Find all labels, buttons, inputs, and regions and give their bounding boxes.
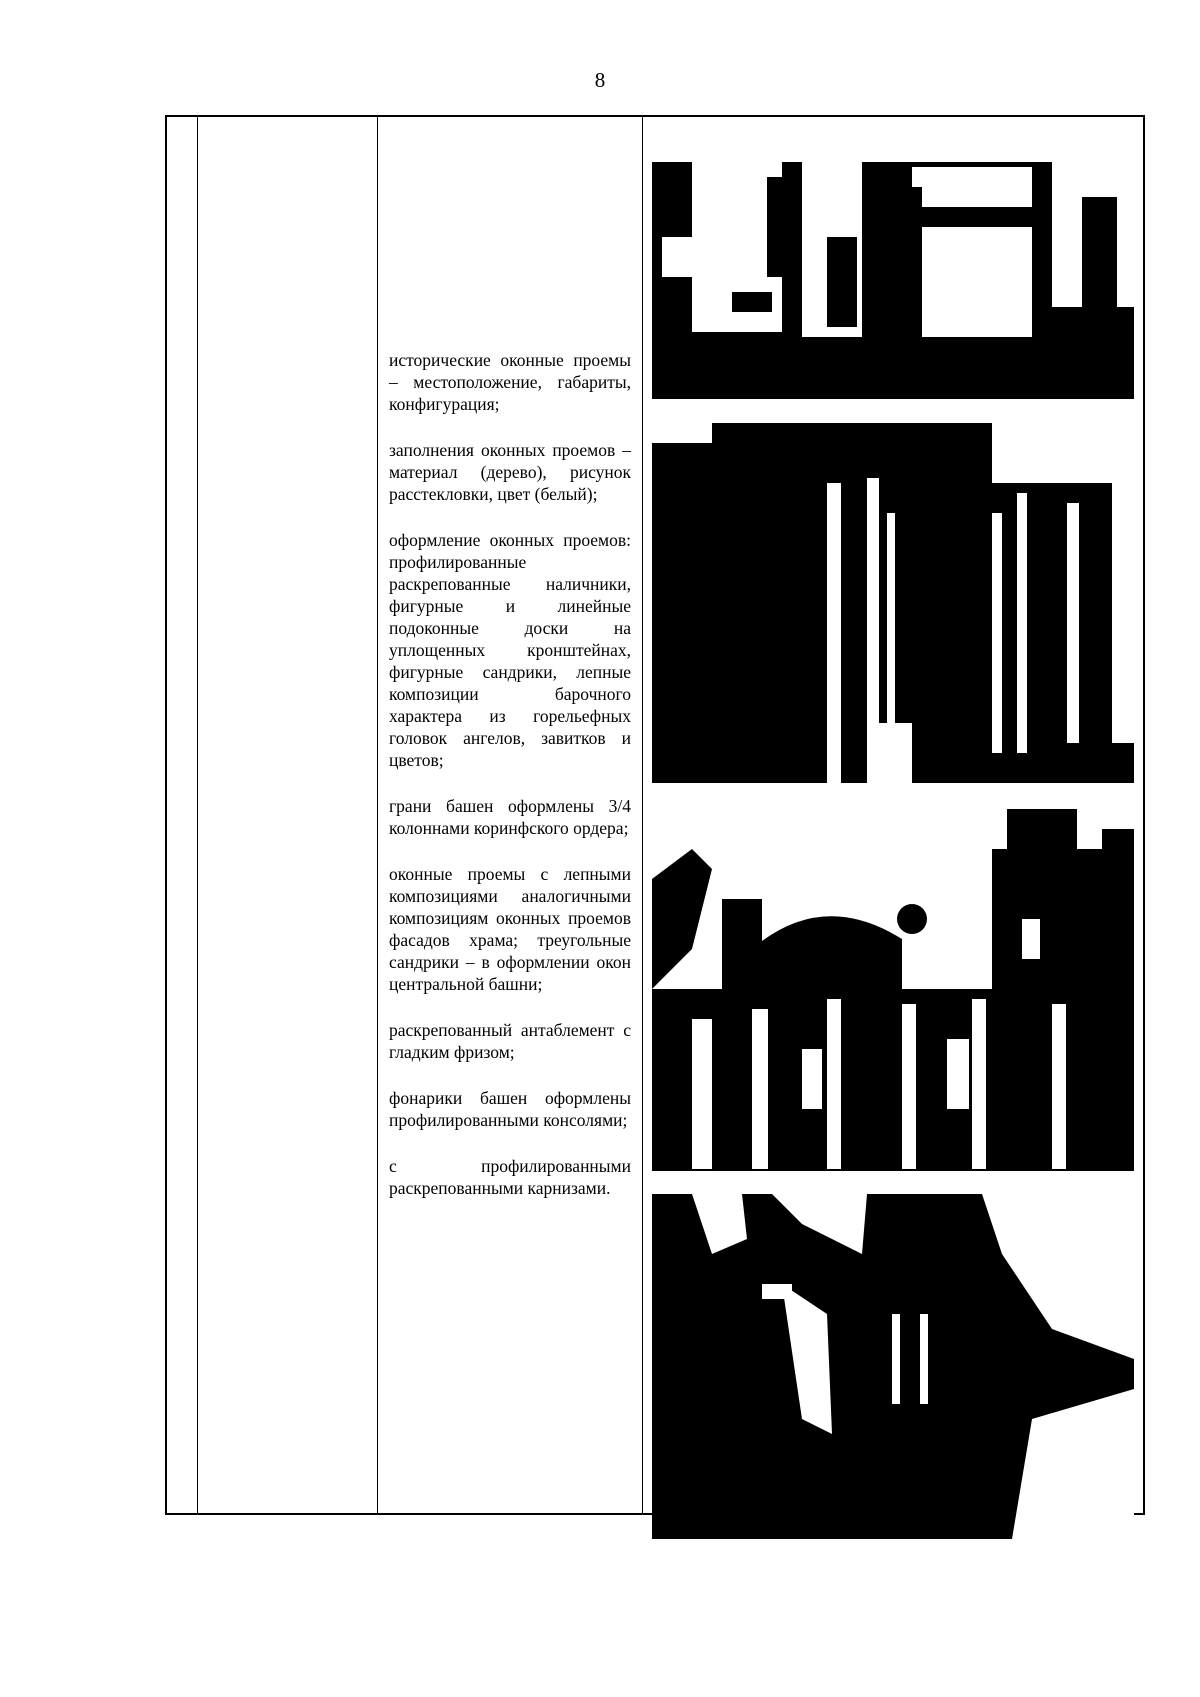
paragraph-tower-columns: грани башен оформлены 3/4 колоннами коринфского ордера;	[389, 796, 631, 838]
facade-photo-4	[652, 1194, 1134, 1539]
paragraph-tower-windows: оконные проемы с лепными композициями аналогичными композициям оконных проемов фасадов храма; треугольные сандрики – в оформлении окон центральной башни;	[389, 864, 631, 994]
facade-photo-2	[652, 423, 1134, 783]
paragraph-window-openings: исторические оконные проемы – местоположение, габариты, конфигурация;	[389, 350, 631, 414]
paragraph-cornices: с профилированными раскрепованными карнизами.	[389, 1156, 631, 1198]
facade-photo-3	[652, 809, 1134, 1171]
paragraph-window-decoration: оформление оконных проемов: профилированные раскрепованные наличники, фигурные и линейные подоконные доски на уплощенных кронштейнах, фигурные сандрики, лепные композиции барочного характера из горельефных головок ангелов, завитков и цветов;	[389, 530, 631, 770]
paragraph-entablature: раскрепованный антаблемент с гладким фризом;	[389, 1020, 631, 1062]
column-divider	[377, 117, 378, 1513]
description-cell	[389, 349, 631, 1223]
column-divider	[197, 117, 198, 1513]
object-table	[165, 115, 1145, 1515]
paragraph-lanterns: фонарики башен оформлены профилированными консолями;	[389, 1088, 631, 1130]
column-divider	[642, 117, 643, 1513]
paragraph-window-fillings: заполнения оконных проемов – материал (дерево), рисунок расстекловки, цвет (белый);	[389, 440, 631, 504]
facade-photo-1	[652, 117, 1134, 399]
page-number: 8	[594, 68, 606, 92]
